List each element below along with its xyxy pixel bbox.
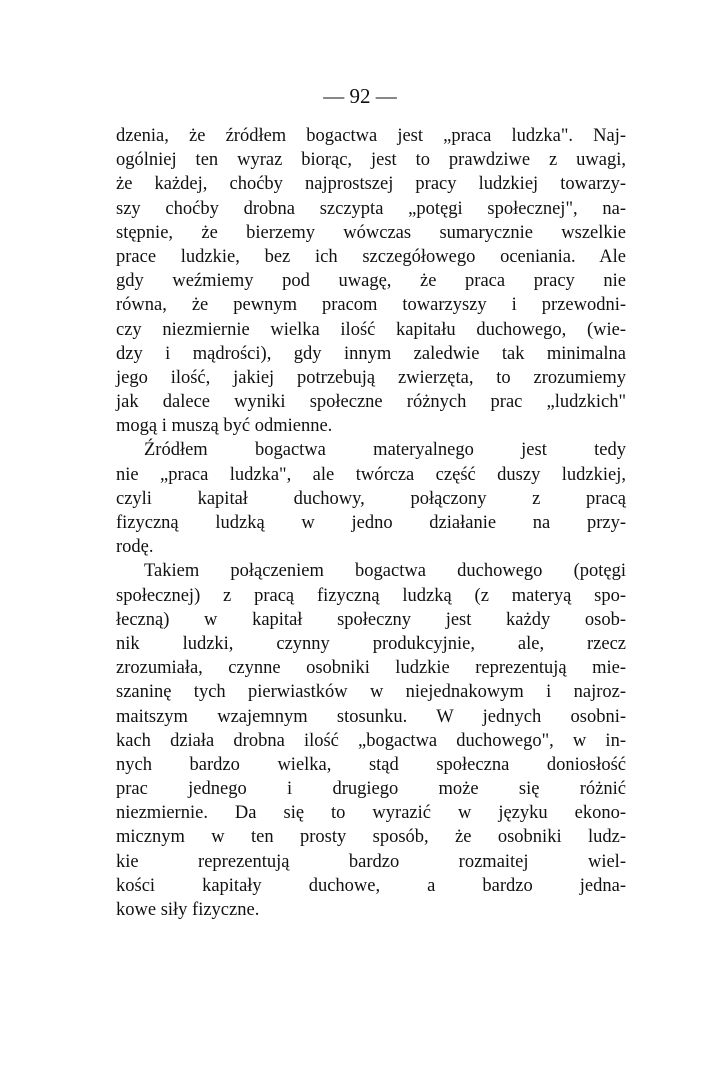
text-line: szy choćby drobna szczypta „potęgi społecznej", na‑ bbox=[116, 198, 626, 219]
text-line: społecznej) z pracą fizyczną ludzką (z materyą spo‑ bbox=[116, 585, 626, 606]
text-line: zrozumiała, czynne osobniki ludzkie reprezentują mie‑ bbox=[116, 658, 626, 679]
text-line: czy niezmiernie wielka ilość kapitału duchowego, (wie‑ bbox=[116, 319, 626, 340]
text-line: nie „praca ludzka", ale twórcza część duszy ludzkiej, bbox=[116, 464, 626, 485]
text-line: równa, że pewnym pracom towarzyszy i przewodni‑ bbox=[116, 295, 626, 316]
text-line: kach działa drobna ilość „bogactwa duchowego", w in‑ bbox=[116, 730, 626, 751]
text-line: kie reprezentują bardzo rozmaitej wiel‑ bbox=[116, 851, 626, 872]
text-line: dzy i mądrości), gdy innym zaledwie tak minimalna bbox=[116, 343, 626, 364]
text-line: fizyczną ludzką w jedno działanie na przy‑ bbox=[116, 513, 626, 533]
text-line: że każdej, choćby najprostszej pracy ludzkiej towarzy‑ bbox=[116, 174, 626, 195]
text-line: czyli kapitał duchowy, połączony z pracą bbox=[116, 488, 626, 509]
text-line: prac jednego i drugiego może się różnić bbox=[116, 779, 626, 800]
text-line: prace ludzkie, bez ich szczegółowego oceniania. Ale bbox=[116, 246, 626, 267]
text-line: rodę. bbox=[116, 537, 154, 558]
text-line: nik ludzki, czynny produkcyjnie, ale, rzecz bbox=[116, 633, 626, 654]
text-line: jak dalece wyniki społeczne różnych prac „ludzkich" bbox=[116, 392, 626, 413]
text-line: gdy weźmiemy pod uwagę, że praca pracy nie bbox=[116, 271, 626, 292]
text-line: maitszym wzajemnym stosunku. W jednych osobni‑ bbox=[116, 706, 626, 727]
text-line: łeczną) w kapitał społeczny jest każdy osob‑ bbox=[116, 609, 626, 630]
text-line: micznym w ten prosty sposób, że osobniki ludz‑ bbox=[116, 827, 626, 848]
text-line: dzenia, że źródłem bogactwa jest „praca ludzka". Naj‑ bbox=[116, 126, 626, 146]
text-line: stępnie, że bierzemy wówczas sumarycznie wszelkie bbox=[116, 222, 626, 243]
body-text bbox=[116, 124, 626, 922]
text-line: mogą i muszą być odmienne. bbox=[116, 416, 333, 437]
text-line: szaninę tych pierwiastków w niejednakowym i najroz‑ bbox=[116, 682, 626, 703]
text-line: kowe siły fizyczne. bbox=[116, 900, 260, 920]
text-line: kości kapitały duchowe, a bardzo jedna‑ bbox=[116, 875, 626, 896]
text-line: niezmiernie. Da się to wyrazić w języku ekono‑ bbox=[116, 803, 626, 824]
text-line: Takiem połączeniem bogactwa duchowego (potęgi bbox=[144, 561, 626, 582]
text-line: Źródłem bogactwa materyalnego jest tedy bbox=[144, 440, 626, 461]
text-line: ogólniej ten wyraz biorąc, jest to prawdziwe z uwagi, bbox=[116, 150, 626, 171]
text-line: nych bardzo wielka, stąd społeczna doniosłość bbox=[116, 754, 626, 775]
page-number: — 92 — bbox=[323, 84, 397, 108]
text-line: jego ilość, jakiej potrzebują zwierzęta, to zrozumiemy bbox=[116, 367, 626, 388]
